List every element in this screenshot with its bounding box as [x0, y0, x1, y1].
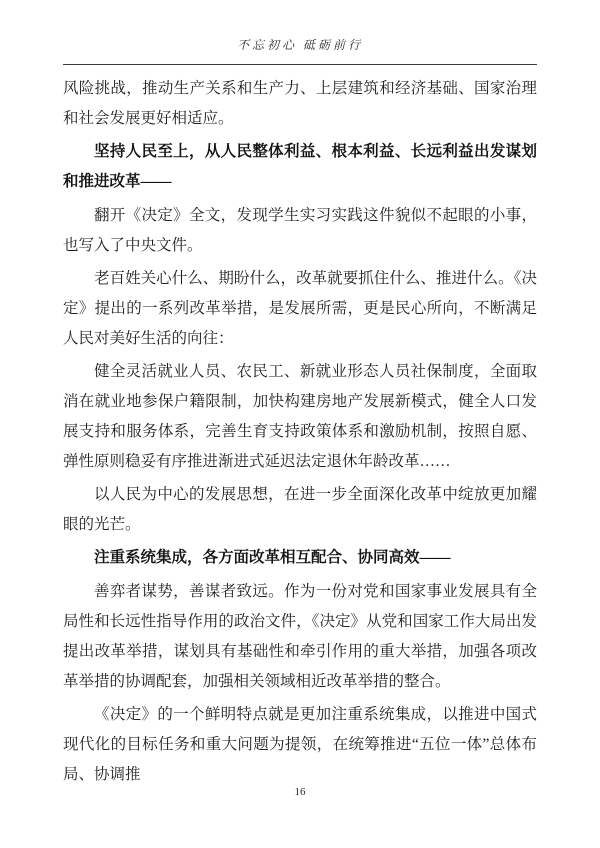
document-body: [63, 74, 537, 793]
paragraph: 翻开《决定》全文，发现学生实习实践这件貌似不起眼的小事，也写入了中央文件。: [63, 207, 537, 254]
page-header: [63, 36, 537, 65]
page-number: 16: [294, 786, 306, 798]
paragraph: 老百姓关心什么、期盼什么，改革就要抓住什么、推进什么。《决定》提出的一系列改革举措，是发展所需，更是民心所向，不断满足人民对美好生活的向往：: [63, 270, 537, 347]
paragraph: 风险挑战，推动生产关系和生产力、上层建筑和经济基础、国家治理和社会发展更好相适应。: [63, 80, 537, 127]
paragraph: 善弈者谋势，善谋者致远。作为一份对党和国家事业发展具有全局性和长远性指导作用的政治文件，《决定》从党和国家工作大局出发提出改革举措，谋划具有基础性和牵引作用的重大举措，加强各项改革举措的协调配套，加强相关领域相近改革举措的整合。: [63, 583, 537, 690]
section-heading: 坚持人民至上，从人民整体利益、根本利益、长远利益出发谋划和推进改革——: [63, 143, 537, 190]
section-heading: 注重系统集成，各方面改革相互配合、协同高效——: [94, 549, 451, 566]
paragraph: 健全灵活就业人员、农民工、新就业形态人员社保制度，全面取消在就业地参保户籍限制，加快构建房地产发展新模式，健全人口发展支持和服务体系，完善生育支持政策体系和激励机制，按照自愿、弹性原则稳妥有序推进渐进式延迟法定退休年龄改革……: [63, 363, 537, 470]
paragraph: 以人民为中心的发展思想，在进一步全面深化改革中绽放更加耀眼的光芒。: [63, 486, 537, 533]
header-title: 不忘初心 砥砺前行: [236, 38, 363, 52]
paragraph: 《决定》的一个鲜明特点就是更加注重系统集成，以推进中国式现代化的目标任务和重大问题为提领，在统筹推进“五位一体”总体布局、协调推: [63, 706, 537, 783]
